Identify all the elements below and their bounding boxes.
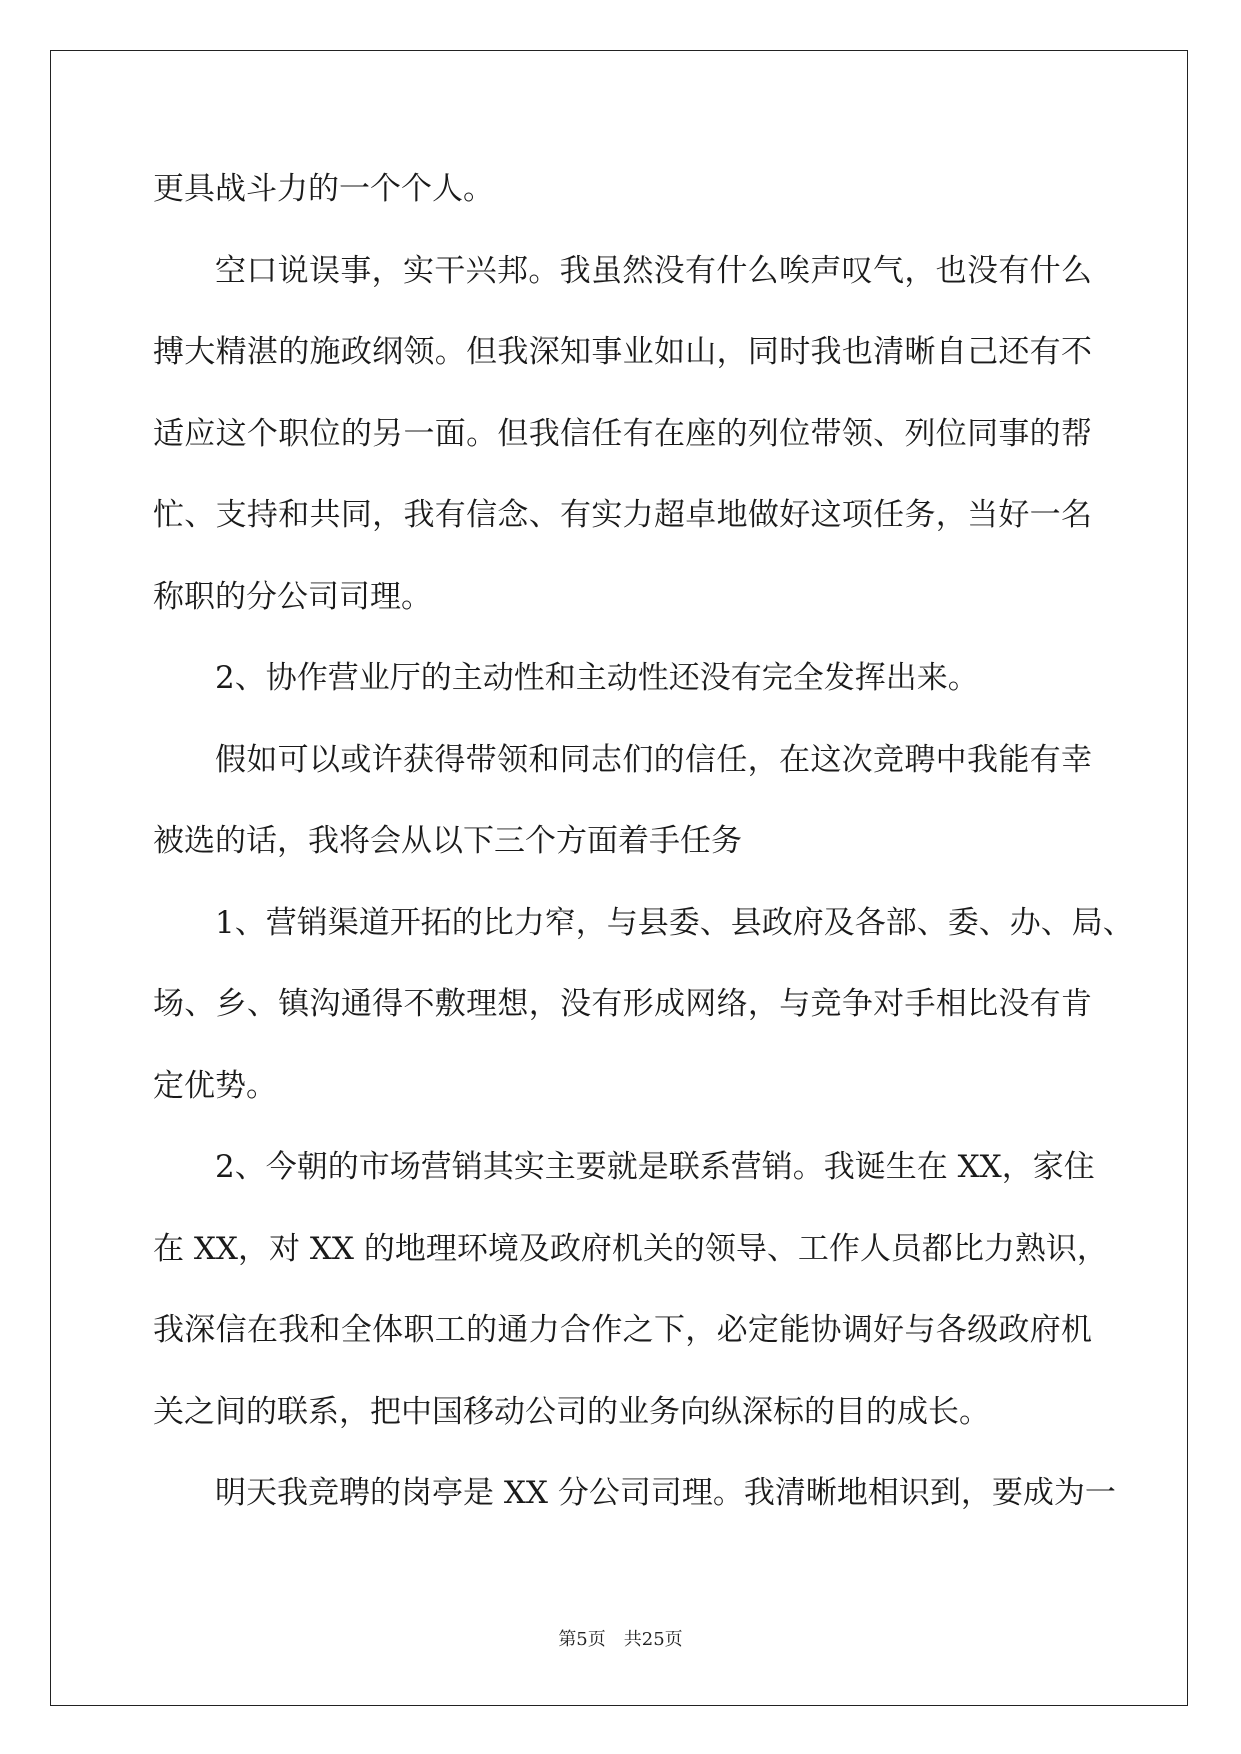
page-number-footer: 第5页 共25页 [558, 1629, 683, 1650]
text-line: 2、协作营业厅的主动性和主动性还没有完全发挥出来。 [215, 660, 979, 696]
text-line: 在 XX，对 XX 的地理环境及政府机关的领导、工作人员都比力熟识， [153, 1230, 1108, 1267]
text-line: 适应这个职位的另一面。但我信任有在座的列位带领、列位同事的帮 [153, 415, 1092, 452]
text-line: 场、乡、镇沟通得不敷理想，没有形成网络，与竞争对手相比没有肯 [153, 986, 1092, 1022]
text-line: 空口说误事，实干兴邦。我虽然没有什么唉声叹气，也没有什么 [215, 252, 1092, 289]
paragraph [153, 1453, 1116, 1535]
text-line: 关之间的联系，把中国移动公司的业务向纵深标的目的成长。 [153, 1393, 990, 1430]
paragraph [153, 231, 1092, 639]
paragraph [153, 149, 1092, 231]
text-line: 被选的话，我将会从以下三个方面着手任务 [153, 823, 742, 859]
paragraph [153, 720, 1092, 883]
text-line: 称职的分公司司理。 [153, 578, 432, 615]
text-line: 定优势。 [153, 1067, 277, 1104]
document-body [153, 149, 1134, 1535]
text-line: 更具战斗力的一个个人。 [153, 171, 494, 207]
text-line: 我深信在我和全体职工的通力合作之下，必定能协调好与各级政府机 [153, 1312, 1092, 1348]
text-line: 2、今朝的市场营销其实主要就是联系营销。我诞生在 XX，家住 [215, 1149, 1095, 1185]
text-line: 明天我竞聘的岗亭是 XX 分公司司理。我清晰地相识到，要成为一 [215, 1475, 1116, 1511]
text-line: 1、营销渠道开拓的比力窄，与县委、县政府及各部、委、办、局、 [215, 904, 1134, 941]
paragraph [153, 1127, 1108, 1453]
text-line: 搏大精湛的施政纲领。但我深知事业如山，同时我也清晰自己还有不 [153, 334, 1092, 370]
paragraph [153, 883, 1134, 1128]
text-line: 忙、支持和共同，我有信念、有实力超卓地做好这项任务，当好一名 [153, 497, 1092, 533]
text-line: 假如可以或许获得带领和同志们的信任，在这次竞聘中我能有幸 [215, 741, 1092, 778]
paragraph [153, 638, 1092, 720]
